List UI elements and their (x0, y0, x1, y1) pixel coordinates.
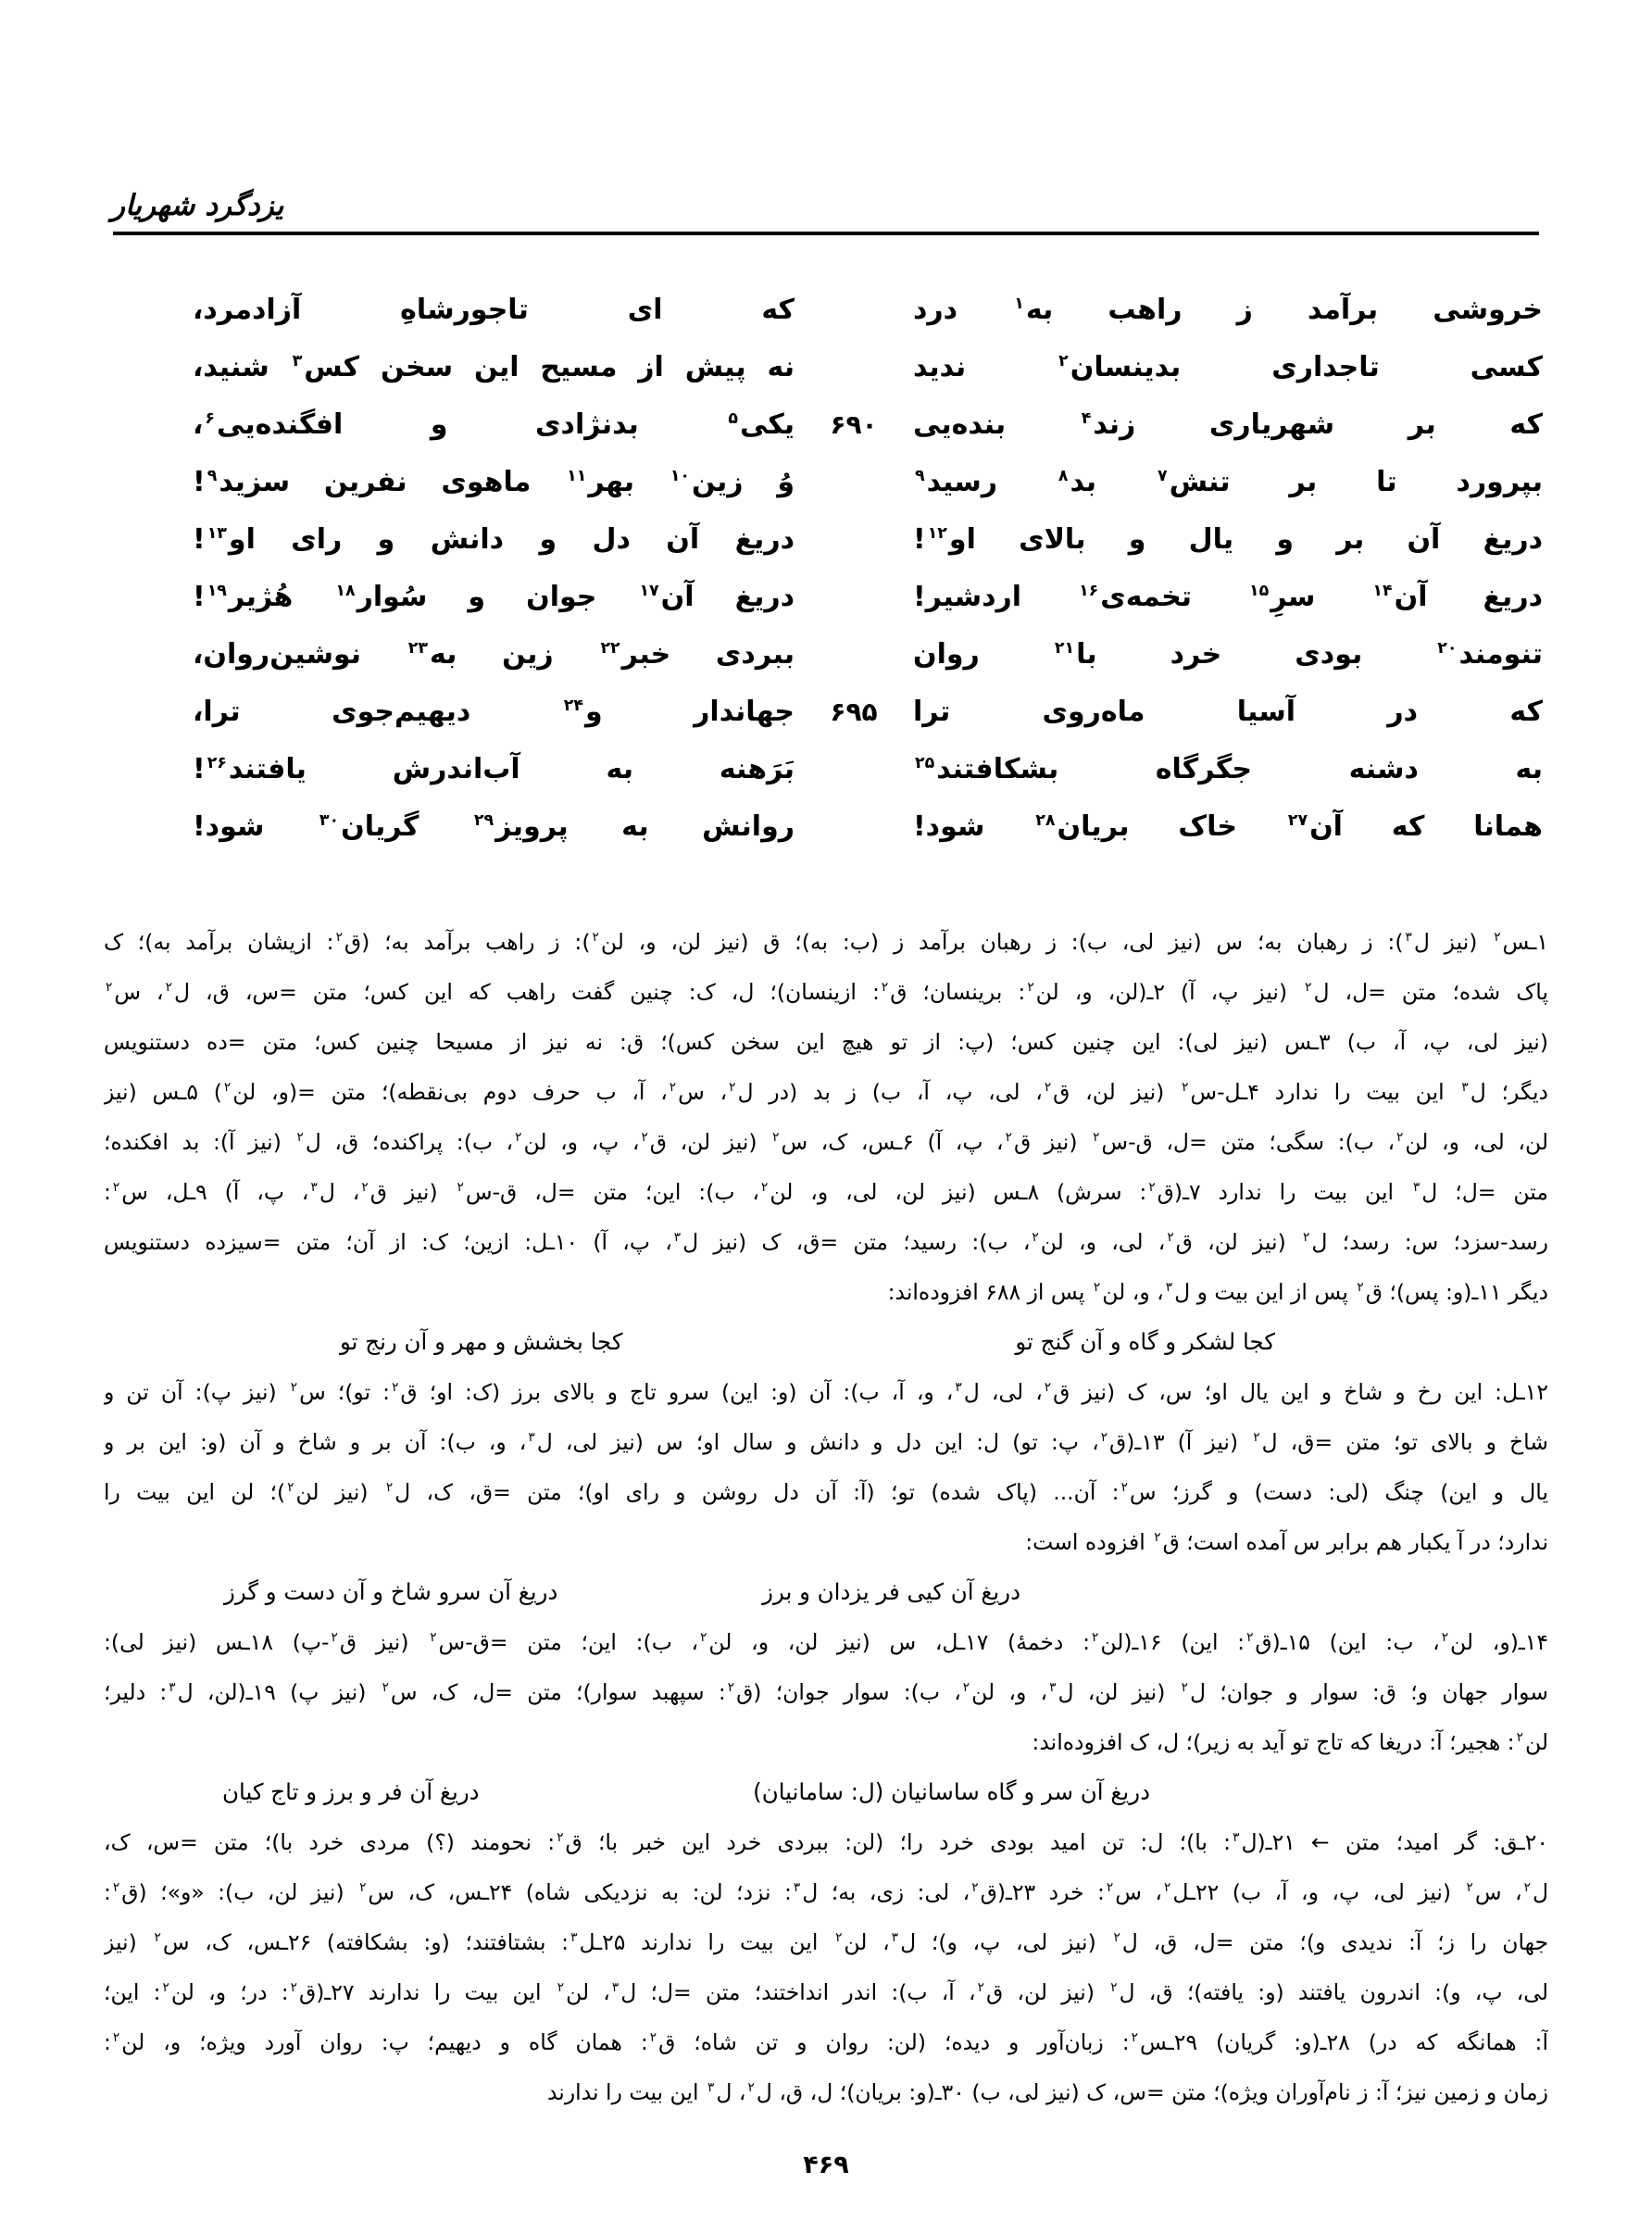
superscript-number: ۲ (296, 1130, 304, 1146)
superscript-number: ۳ (1049, 1680, 1057, 1696)
superscript-number: ۲ (649, 2030, 657, 2046)
superscript-number: ۲ (1246, 1630, 1254, 1646)
verse-number (795, 628, 913, 685)
superscript-number: ۲ (1093, 1280, 1101, 1296)
apparatus-line: لن، لی، و، لن$^۲$، ب): سگی؛ متن =ل، ق-س$^۲$ (نیز ق$^۲$، پ، آ) ۶ـس، ک، س$^۲$ (نیز لن، ق$^۲$، پ، و، لن$^۲$، ب): پراکنده؛ ق، ل$^۲$ (نیز آ): بد افکنده؛ (104, 1129, 1548, 1155)
hemistich-right: خروشی برآمد ز راهب به$^۱$ درد (913, 294, 1543, 326)
poem-couplet (193, 513, 1543, 571)
poem-couplet (193, 628, 1543, 685)
superscript-number: ۲ (641, 1130, 648, 1146)
verse-number (795, 513, 913, 571)
superscript-number: ۱۳ (206, 524, 227, 543)
superscript-number: ۱۷ (639, 582, 659, 600)
superscript-number: ۳ (1233, 1830, 1240, 1846)
superscript-number: ۳ (891, 1930, 899, 1946)
poem-couplet (193, 743, 1543, 800)
apparatus-line: ۲۰ـق: گر امید؛ متن ← ۲۱ـ(ل$^۳$: با)؛ ل: تن امید بودی خرد را؛ (لن: ببردی خرد این خبر با؛ ق$^۲$: نحومند (؟) مردی خرد با)؛ متن =س، ک، (104, 1829, 1548, 1855)
hemistich-left: وُ زین$^{۱۰}$ بهر$^{۱۱}$ ماهوی نفرین سزید$^۹$! (193, 466, 795, 498)
verse-number (795, 800, 913, 858)
hemistich-left: یکی$^۵$ بدنژادی و افگنده‌یی$^۶$، (193, 408, 795, 441)
superscript-number: ۲ (290, 1980, 297, 1996)
apparatus-line: ۱۲ـل: این رخ و شاخ و این یال او؛ س، ک (نیز ق$^۲$، لی، ل$^۳$، و، آ، ب): آن (و: این) سرو تاج و بالای برز (ک: او؛ ق$^۲$: تو)؛ س$^۲$ (نیز پ): آن تن و (104, 1379, 1548, 1405)
superscript-number: ۲۶ (206, 754, 227, 772)
superscript-number: ۲ (557, 1980, 565, 1996)
superscript-number: ۸ (1058, 467, 1069, 485)
apparatus-hemistich-left: دریغ آن سرو شاخ و آن دست و گرز (224, 1578, 558, 1605)
superscript-number: ۳ (707, 2080, 715, 2096)
superscript-number: ۲ (1441, 1630, 1449, 1646)
apparatus-couplet (104, 1767, 1548, 1817)
apparatus-line: آ: همانگه که در) ۲۸ـ(و: گریان) ۲۹ـس$^۲$: زبان‌آور و دیده؛ (لن: روان و تن شاه؛ ق$^۲$: همان گاه و دیهیم؛ پ: روان آورد ویژه؛ و، لن$^۲$: (104, 2029, 1548, 2055)
superscript-number: ۱ (1014, 295, 1024, 313)
superscript-number: ۲ (881, 980, 889, 996)
superscript-number: ۲ (1131, 2030, 1138, 2046)
verse-number (795, 283, 913, 341)
superscript-number: ۲ (1005, 1130, 1012, 1146)
poem-section (193, 283, 1543, 858)
superscript-number: ۳ (528, 1430, 535, 1446)
superscript-number: ۲ (1100, 1430, 1108, 1446)
superscript-number: ۲ (592, 930, 599, 946)
superscript-number: ۲ (669, 1080, 677, 1096)
superscript-number: ۲ (962, 1680, 970, 1696)
hemistich-left: بَرَهنه به آب‌اندرش یافتند$^{۲۶}$! (193, 753, 795, 785)
superscript-number: ۲ (1032, 1230, 1039, 1246)
superscript-number: ۲ (1044, 1080, 1052, 1096)
superscript-number: ۲۳ (407, 639, 428, 658)
chapter-title: یزدگرد شهریار (111, 189, 284, 222)
superscript-number: ۲ (1182, 1080, 1189, 1096)
apparatus-line: رسد-سزد؛ س: رسد؛ ل$^۲$ (نیز لن، ق$^۲$، لی، و، لن$^۲$، ب): رسید؛ متن =ق، ک (نیز ل$^۳$، پ، آ) ۱۰ـل: ازین؛ ک: از آن؛ متن =سیزده دستنویس (104, 1229, 1548, 1255)
superscript-number: ۲۰ (1437, 639, 1458, 658)
apparatus-line: پاک شده؛ متن =ل، ل$^۲$ (نیز پ، آ) ۲ـ(لن، و، لن$^۲$: برینسان؛ ق$^۲$: ازینسان)؛ ل، ک: چنین گفت راهب که این کس؛ متن =س، ق، ل$^۲$، س$^۲$ (106, 979, 1548, 1005)
superscript-number: ۲ (223, 1080, 232, 1096)
superscript-number: ۳ (169, 1680, 176, 1696)
apparatus-line: ندارد؛ در آ یکبار هم برابر س آمده است؛ ق$^۲$ افزوده است: (1025, 1529, 1548, 1555)
apparatus-couplet (104, 1567, 1548, 1617)
apparatus-hemistich-left: دریغ آن فر و برز و تاج کیان (222, 1778, 480, 1805)
superscript-number: ۲۱ (1054, 639, 1075, 658)
verse-number (795, 341, 913, 398)
superscript-number: ۲ (1091, 1630, 1099, 1646)
apparatus-line: سوار جهان و؛ ق: سوار و جوان؛ ل$^۲$ (نیز لن، ل$^۳$، و، لن$^۲$، ب): سوار جوان؛ (ق$^۲$: سپهبد سوار)؛ متن =ل، ک، س$^۲$ (نیز پ) ۱۹ـ(لن، ل$^۳$: دلیر؛ (104, 1679, 1548, 1705)
superscript-number: ۳ (955, 1380, 962, 1396)
superscript-number: ۳ (1405, 930, 1412, 946)
apparatus-line: ۱۴ـ(و، لن$^۲$، ب: این) ۱۵ـ(ق$^۲$: این) ۱۶ـ(لن$^۲$: دخمهٔ) ۱۷ـل، س (نیز لن، و، لن$^۲$، ب): این؛ متن =ق-س$^۲$ (نیز ق$^۲$-پ) ۱۸ـس (نیز لی): (104, 1629, 1548, 1655)
superscript-number: ۲۲ (600, 639, 620, 658)
poem-couplet (193, 571, 1543, 628)
hemistich-right: دریغ آن$^{۱۴}$ سرِ$^{۱۵}$ تخمه‌ی$^{۱۶}$ اردشیر! (913, 581, 1543, 613)
apparatus-line: شاخ و بالای تو؛ متن =ق، ل$^۲$ (نیز آ) ۱۳ـ(ق$^۲$، پ: تو) ل: این دل و دانش و سال او؛ س (نیز لی، ل$^۳$، و، ب): آن بر و شاخ و آن (و: این بر و (104, 1429, 1548, 1455)
superscript-number: ۲ (331, 1630, 338, 1646)
hemistich-right: دریغ آن بر و یال و بالای او$^{۱۲}$! (913, 523, 1543, 556)
superscript-number: ۲ (1148, 1180, 1156, 1196)
superscript-number: ۲ (382, 1680, 389, 1696)
superscript-number: ۴ (1081, 409, 1092, 428)
superscript-number: ۲ (977, 1980, 984, 1996)
superscript-number: ۳ (570, 1930, 578, 1946)
superscript-number: ۲ (335, 930, 343, 946)
hemistich-left: دریغ آن دل و دانش و رای او$^{۱۳}$! (193, 523, 795, 556)
apparatus-line: ل$^۲$، س$^۲$ (نیز لی، پ، و، آ، ب) ۲۲ـل$^۲$، س$^۲$: خرد ۲۳ـ(ق$^۲$، لی: زی، به؛ ل$^۳$: نزد؛ لن: به نزدیکی شاه) ۲۴ـس، ک، س$^۲$ (نیز لن، ب): «و»؛ (ق$^۲$: (104, 1879, 1548, 1905)
superscript-number: ۲۹ (473, 811, 494, 830)
superscript-number: ۲ (430, 1630, 437, 1646)
apparatus-hemistich-left: کجا بخشش و مهر و آن رنج تو (340, 1328, 623, 1355)
superscript-number: ۹ (915, 467, 925, 485)
superscript-number: ۳ (292, 352, 303, 370)
superscript-number: ۲ (1110, 1980, 1118, 1996)
superscript-number: ۲ (1303, 1230, 1310, 1246)
poem-couplet (193, 456, 1543, 513)
superscript-number: ۲ (1253, 1430, 1260, 1446)
poem-couplet (193, 341, 1543, 398)
superscript-number: ۲ (1167, 1230, 1174, 1246)
superscript-number: ۲۸ (1035, 811, 1056, 830)
hemistich-left: نه پیش از مسیح این سخن کس$^۳$ شنید، (193, 351, 795, 383)
apparatus-line: لی، پ، و): اندرون یافتند (و: یافته)؛ ق، ل$^۲$ (نیز لن، ق$^۲$، آ، ب): اندر انداختند؛ متن =ل؛ ل$^۳$، لن$^۲$ این بیت را ندارند ۲۷ـ(ق$^۲$: در؛ و، لن$^۲$: این؛ (104, 1979, 1548, 2005)
superscript-number: ۲ (1466, 1880, 1473, 1896)
superscript-number: ۲ (1113, 1930, 1120, 1946)
superscript-number: ۲ (835, 1930, 843, 1946)
apparatus-line: یال و این) چنگ (لی: دست) و گرز؛ س$^۲$: آن... (پاک شده) تو؛ (آ: آن دل روشن و رای او)؛ متن =ق، ک، ل$^۲$ (نیز لن$^۲$)؛ لن این بیت را (104, 1479, 1548, 1505)
superscript-number: ۶ (205, 409, 216, 428)
superscript-number: ۱۱ (567, 467, 587, 485)
superscript-number: ۲ (457, 1180, 464, 1196)
hemistich-right: که در آسیا ماه‌روی ترا (913, 696, 1543, 728)
verse-number: ۶۹۵ (830, 697, 878, 727)
apparatus-line: دیگر ۱۱ـ(و: پس)؛ ق$^۲$ پس از این بیت و ل$^۳$، و، لن$^۲$ پس از ۶۸۸ افزوده‌اند: (887, 1279, 1548, 1305)
superscript-number: ۲۵ (915, 754, 935, 772)
superscript-number: ۳ (793, 1880, 801, 1896)
superscript-number: ۳ (1165, 1280, 1173, 1296)
verse-number (795, 456, 913, 513)
superscript-number: ۳ (611, 1980, 620, 1996)
verse-number (795, 571, 913, 628)
superscript-number: ۲ (106, 980, 113, 996)
hemistich-left: که ای تاجورشاهِ آزادمرد، (193, 294, 795, 326)
superscript-number: ۲ (727, 1680, 735, 1696)
apparatus-line: دیگر؛ ل$^۳$ این بیت را ندارد ۴ـل-س$^۲$ (نیز لن، ق$^۲$، لی، پ، آ، ب) ز بد (در ل$^۲$، س$^۲$، آ، ب حرف دوم بی‌نقطه)؛ متن =(و، لن$^۲$) ۵ـس (نیز (104, 1079, 1548, 1105)
superscript-number: ۲ (1106, 1880, 1114, 1896)
superscript-number: ۲ (747, 2080, 755, 2096)
superscript-number: ۲ (392, 1380, 399, 1396)
apparatus-hemistich-right: دریغ آن کیی فر یزدان و برز (762, 1578, 1020, 1605)
hemistich-right: تنومند$^{۲۰}$ بودی خرد با$^{۲۱}$ روان (913, 638, 1543, 671)
apparatus-line: ۱ـس$^۲$ (نیز ل$^۳$): ز رهبان به؛ س (نیز لی، ب): ز رهبان برآمد ز (ب: به)؛ ق (نیز لن، و، لن$^۲$): ز راهب برآمد به؛ (ق$^۲$: ازیشان برآمد به)؛ ک (104, 929, 1548, 955)
superscript-number: ۲ (112, 2030, 120, 2046)
apparatus-criticus (104, 917, 1548, 2117)
page-number: ۴۶۹ (803, 2151, 849, 2179)
apparatus-line: (نیز لی، پ، آ، ب) ۳ـس (نیز لی): این چنین کس؛ (پ: از تو هیچ این سخن کس)؛ ق: نه نیز از مسیحا چنین کس؛ متن =ده دستنویس (104, 1029, 1548, 1055)
superscript-number: ۱۹ (206, 582, 227, 600)
superscript-number: ۳ (310, 1180, 318, 1196)
superscript-number: ۳ (1461, 1080, 1469, 1096)
superscript-number: ۲ (1044, 1380, 1052, 1396)
superscript-number: ۱۴ (1372, 582, 1393, 600)
poem-couplet (193, 685, 1543, 743)
superscript-number: ۳ (673, 1230, 682, 1246)
superscript-number: ۲ (154, 1930, 161, 1946)
superscript-number: ۹ (206, 467, 218, 485)
superscript-number: ۲ (1494, 930, 1501, 946)
poem-couplet (193, 283, 1543, 341)
verse-number: ۶۹۰ (830, 409, 878, 440)
apparatus-hemistich-right: دریغ آن سر و گاه ساسانیان (ل: سامانیان) (753, 1778, 1150, 1805)
superscript-number: ۷ (1157, 467, 1168, 485)
superscript-number: ۲ (1305, 980, 1312, 996)
superscript-number: ۳۰ (319, 811, 340, 830)
poem-couplet (193, 800, 1543, 858)
superscript-number: ۲ (162, 1980, 169, 1996)
superscript-number: ۲ (1181, 1680, 1188, 1696)
superscript-number: ۲ (772, 1130, 780, 1146)
superscript-number: ۲ (290, 1380, 298, 1396)
superscript-number: ۲ (1120, 1480, 1128, 1496)
superscript-number: ۲ (1027, 980, 1034, 996)
verse-number (795, 743, 913, 800)
superscript-number: ۲ (1058, 352, 1069, 370)
superscript-number: ۲ (1093, 1130, 1100, 1146)
superscript-number: ۲ (971, 1880, 979, 1896)
apparatus-line: جهان را ز؛ آ: ندیدی و)؛ متن =ل، ق، ل$^۲$ (نیز لی، پ، و)؛ ل$^۳$، لن$^۲$ این بیت را ندارند ۲۵ـل$^۳$: بشتافتند؛ (و: بشکافته) ۲۶ـس، ک، س$^۲$ (نیز (104, 1929, 1548, 1955)
superscript-number: ۲ (760, 1180, 769, 1196)
superscript-number: ۲ (112, 1880, 120, 1896)
superscript-number: ۲ (515, 1130, 522, 1146)
apparatus-line: لن$^۲$: هجیر؛ آ: دریغا که تاج تو آید به زیر)؛ ل، ک افزوده‌اند: (1032, 1729, 1548, 1755)
superscript-number: ۲ (700, 1630, 707, 1646)
hemistich-left: ببردی خبر$^{۲۲}$ زین به$^{۲۳}$ نوشین‌روان، (193, 638, 795, 671)
hemistich-right: همانا که آن$^{۲۷}$ خاک بریان$^{۲۸}$ شود! (913, 810, 1543, 843)
hemistich-left: دریغ آن$^{۱۷}$ جوان و سُوار$^{۱۸}$ هُژیر$^{۱۹}$! (193, 581, 795, 613)
superscript-number: ۲ (287, 1480, 294, 1496)
superscript-number: ۲ (1163, 1880, 1171, 1896)
superscript-number: ۲ (729, 1080, 736, 1096)
superscript-number: ۲ (165, 980, 172, 996)
superscript-number: ۵ (728, 409, 738, 428)
superscript-number: ۲ (112, 1180, 120, 1196)
hemistich-left: جهاندار و$^{۲۴}$ دیهیم‌جوی ترا، (193, 696, 795, 728)
superscript-number: ۲۴ (563, 697, 584, 715)
superscript-number: ۱۸ (335, 582, 356, 600)
superscript-number: ۱۲ (927, 524, 947, 543)
hemistich-right: که بر شهریاری زند$^۴$ بنده‌یی (913, 408, 1543, 441)
superscript-number: ۱۵ (1249, 582, 1270, 600)
apparatus-couplet (104, 1317, 1548, 1367)
superscript-number: ۳ (1412, 1180, 1420, 1196)
apparatus-hemistich-right: کجا لشکر و گاه و آن گنج تو (1015, 1328, 1275, 1355)
superscript-number: ۲ (359, 1880, 367, 1896)
header-rule (113, 232, 1539, 235)
poem-couplet (193, 398, 1543, 456)
superscript-number: ۲ (1396, 1130, 1404, 1146)
superscript-number: ۲ (385, 1480, 394, 1496)
hemistich-right: بپرورد تا بر تنش$^۷$ بد$^۸$ رسید$^۹$ (915, 466, 1543, 498)
superscript-number: ۲ (1523, 1880, 1531, 1896)
superscript-number: ۱۶ (1079, 582, 1099, 600)
hemistich-right: به دشنه جگرگاه بشکافتند$^{۲۵}$ (915, 753, 1543, 785)
apparatus-line: زمان و زمین نیز؛ آ: ز نام‌آوران ویژه)؛ متن =س، ک (نیز لی، ب) ۳۰ـ(و: بریان)؛ ل، ق، ل$^۲$، ل$^۳$ این بیت را ندارند (546, 2079, 1548, 2105)
superscript-number: ۲۷ (1287, 811, 1308, 830)
superscript-number: ۲ (1516, 1730, 1523, 1746)
superscript-number: ۱۰ (670, 467, 691, 485)
superscript-number: ۲ (1154, 1530, 1161, 1546)
superscript-number: ۲ (1357, 1280, 1364, 1296)
hemistich-right: کسی تاجداری بدینسان$^۲$ ندید (913, 351, 1543, 383)
superscript-number: ۲ (557, 1830, 564, 1846)
hemistich-left: روانش به پرویز$^{۲۹}$ گریان$^{۳۰}$ شود! (193, 810, 795, 843)
apparatus-line: متن =ل؛ ل$^۳$ این بیت را ندارد ۷ـ(ق$^۲$: سرش) ۸ـس (نیز لن، لی، و، لن$^۲$، ب): این؛ متن =ل، ق-س$^۲$ (نیز ق$^۲$، ل$^۳$، پ، آ) ۹ـل، س$^۲$: (104, 1179, 1548, 1205)
superscript-number: ۲ (361, 1180, 369, 1196)
